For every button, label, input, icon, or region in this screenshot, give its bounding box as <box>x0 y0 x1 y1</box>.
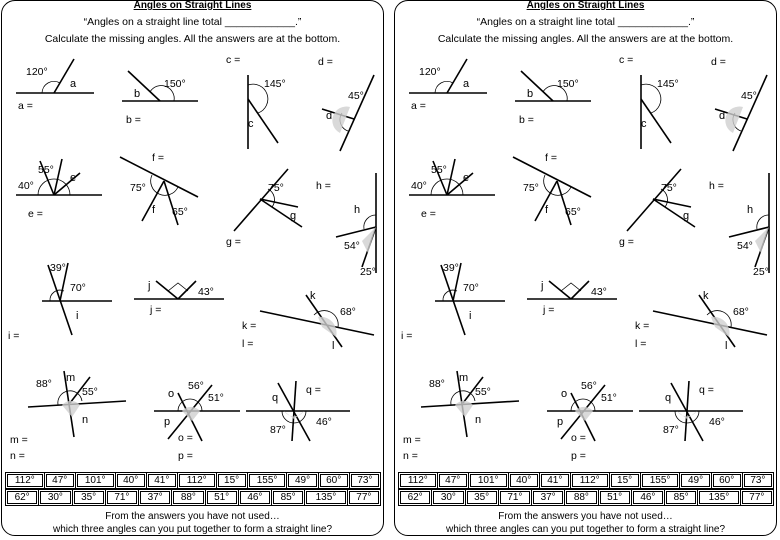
label-j: j <box>148 280 151 292</box>
given-angle-f1: 75° <box>130 182 146 194</box>
answer-cell <box>711 473 742 489</box>
answer-cell <box>247 473 287 489</box>
answer-i: i = <box>8 330 20 342</box>
answer-value: 135° <box>306 491 345 504</box>
answer-cell <box>399 490 432 506</box>
label-a: a <box>70 78 77 90</box>
answer-value: 47° <box>439 474 467 487</box>
answer-cell <box>272 490 305 506</box>
answer-o: o = <box>571 432 586 444</box>
answer-cell <box>39 490 72 506</box>
angle-diagrams <box>395 1 777 471</box>
answer-d: d = <box>318 56 333 68</box>
answer-cell <box>437 473 468 489</box>
answer-cell <box>44 473 75 489</box>
answer-value: 77° <box>742 491 772 504</box>
label-q: q <box>272 392 279 404</box>
label-o: o <box>561 388 568 400</box>
worksheet-title: Angles on Straight Lines <box>133 0 252 11</box>
given-angle-i2: 70° <box>463 282 479 294</box>
answer-j: j = <box>543 304 555 316</box>
given-angle-a: 120° <box>419 66 441 78</box>
label-d: d <box>326 110 333 122</box>
label-l: l <box>725 340 728 352</box>
given-angle-i1: 39° <box>50 262 66 274</box>
given-angle-i1: 39° <box>443 262 459 274</box>
label-f: f <box>545 204 549 216</box>
answer-cell <box>72 490 105 506</box>
given-angle-c: 145° <box>264 78 286 90</box>
answer-value: 51° <box>207 491 237 504</box>
given-angle-q2: 46° <box>316 416 332 428</box>
answer-l: l = <box>635 338 647 350</box>
given-angle-f2: 65° <box>565 206 581 218</box>
answer-cell <box>349 473 380 489</box>
answer-k: k = <box>242 320 257 332</box>
answer-value: 71° <box>107 491 137 504</box>
given-angle-h1: 54° <box>344 240 360 252</box>
label-c: c <box>641 118 647 130</box>
answer-value: 51° <box>600 491 630 504</box>
answer-value: 41° <box>148 474 176 487</box>
footer-line2: which three angles can you put together to form a straight line? <box>445 524 726 535</box>
label-j: j <box>541 280 544 292</box>
worksheet-right <box>394 0 777 536</box>
worksheet-title: Angles on Straight Lines <box>526 0 645 11</box>
answer-value: 60° <box>713 474 741 487</box>
given-angle-j: 43° <box>591 286 607 298</box>
given-angle-g: 75° <box>268 182 284 194</box>
answer-cell <box>665 490 698 506</box>
answer-e: e = <box>28 208 43 220</box>
given-angle-h2: 25° <box>753 266 769 278</box>
label-h: h <box>747 204 754 216</box>
given-angle-a: 120° <box>26 66 48 78</box>
answer-n: n = <box>10 450 25 462</box>
answer-cell <box>740 490 773 506</box>
given-angle-q2: 46° <box>709 416 725 428</box>
answer-value: 73° <box>744 474 772 487</box>
answer-cell <box>742 473 773 489</box>
answer-cell <box>508 473 539 489</box>
given-angle-m2: 55° <box>82 386 98 398</box>
given-angle-m1: 88° <box>36 378 52 390</box>
answer-cell <box>565 490 598 506</box>
label-e: e <box>463 172 470 184</box>
answer-value: 112° <box>7 474 43 487</box>
answer-q: q = <box>306 384 321 396</box>
angle-diagrams <box>2 1 384 471</box>
answer-cell <box>598 490 631 506</box>
label-f: f <box>152 204 156 216</box>
label-p: p <box>557 416 564 428</box>
answer-b: b = <box>126 114 141 126</box>
given-angle-j: 43° <box>198 286 214 298</box>
answer-a: a = <box>18 100 33 112</box>
given-angle-q1: 87° <box>663 424 679 436</box>
answer-value: 85° <box>273 491 303 504</box>
answer-cell <box>177 473 216 489</box>
answer-b: b = <box>519 114 534 126</box>
answer-cell <box>205 490 238 506</box>
answer-cell <box>75 473 115 489</box>
answer-m: m = <box>403 434 421 446</box>
answer-cell <box>680 473 711 489</box>
answer-bank-row1 <box>398 472 774 489</box>
answer-q: q = <box>699 384 714 396</box>
label-a: a <box>463 78 470 90</box>
given-angle-d: 45° <box>348 90 364 102</box>
answer-cell <box>216 473 247 489</box>
label-d: d <box>719 110 726 122</box>
given-angle-b: 150° <box>557 78 579 90</box>
answer-cell <box>172 490 205 506</box>
given-angle-k: 68° <box>340 306 356 318</box>
answer-cell <box>146 473 177 489</box>
task-line: Calculate the missing angles. All the answers are at the bottom. <box>44 33 341 45</box>
label-n: n <box>475 414 482 426</box>
given-angle-b: 150° <box>164 78 186 90</box>
answer-cell <box>465 490 498 506</box>
answer-cell <box>640 473 680 489</box>
answer-value: 30° <box>40 491 70 504</box>
answer-p: p = <box>571 450 586 462</box>
answer-value: 37° <box>533 491 563 504</box>
answer-value: 112° <box>179 474 215 487</box>
given-angle-e2: 40° <box>18 180 34 192</box>
answer-bank-row1 <box>5 472 381 489</box>
given-angle-k: 68° <box>733 306 749 318</box>
given-angle-m1: 88° <box>429 378 445 390</box>
label-b: b <box>134 88 141 100</box>
answer-cell <box>347 490 380 506</box>
answer-cell <box>570 473 609 489</box>
footer-line1: From the answers you have not used… <box>498 511 673 522</box>
label-e: e <box>70 172 77 184</box>
answer-cell <box>532 490 565 506</box>
answer-value: 73° <box>351 474 379 487</box>
given-angle-m2: 55° <box>475 386 491 398</box>
answer-f: f = <box>545 152 557 164</box>
answer-value: 49° <box>288 474 316 487</box>
answer-f: f = <box>152 152 164 164</box>
label-k: k <box>703 290 709 302</box>
answer-e: e = <box>421 208 436 220</box>
label-h: h <box>354 204 361 216</box>
answer-c: c = <box>619 54 634 66</box>
given-angle-o2: 51° <box>601 392 617 404</box>
given-angle-h1: 54° <box>737 240 753 252</box>
answer-value: 155° <box>249 474 286 487</box>
label-g: g <box>683 210 690 222</box>
given-angle-e1: 55° <box>38 164 54 176</box>
given-angle-o2: 51° <box>208 392 224 404</box>
answer-cell <box>698 490 740 506</box>
given-angle-o1: 56° <box>581 380 597 392</box>
answer-value: 46° <box>633 491 663 504</box>
answer-value: 112° <box>400 474 436 487</box>
answer-cell <box>305 490 347 506</box>
answer-cell <box>498 490 531 506</box>
given-angle-q1: 87° <box>270 424 286 436</box>
label-p: p <box>164 416 171 428</box>
label-n: n <box>82 414 89 426</box>
answer-value: 37° <box>140 491 170 504</box>
label-g: g <box>290 210 297 222</box>
answer-m: m = <box>10 434 28 446</box>
task-line: Calculate the missing angles. All the answers are at the bottom. <box>437 33 734 45</box>
label-i: i <box>76 310 79 322</box>
answer-cell <box>115 473 146 489</box>
answer-k: k = <box>635 320 650 332</box>
answer-cell <box>238 490 271 506</box>
instruction-line: “Angles on a straight line total ____________.” <box>476 16 695 28</box>
answer-value: 40° <box>510 474 538 487</box>
answer-value: 46° <box>240 491 270 504</box>
answer-cell <box>631 490 664 506</box>
label-m: m <box>459 372 469 384</box>
answer-value: 62° <box>400 491 430 504</box>
label-q: q <box>665 392 672 404</box>
answer-cell <box>432 490 465 506</box>
answer-value: 88° <box>566 491 596 504</box>
answer-value: 71° <box>500 491 530 504</box>
label-b: b <box>527 88 534 100</box>
answer-o: o = <box>178 432 193 444</box>
answer-value: 40° <box>117 474 145 487</box>
answer-h: h = <box>709 180 724 192</box>
given-angle-f1: 75° <box>523 182 539 194</box>
worksheet-left <box>1 0 384 536</box>
answer-value: 155° <box>642 474 679 487</box>
label-o: o <box>168 388 175 400</box>
label-m: m <box>66 372 76 384</box>
answer-h: h = <box>316 180 331 192</box>
answer-j: j = <box>150 304 162 316</box>
given-angle-d: 45° <box>741 90 757 102</box>
answer-bank-row2 <box>398 489 774 506</box>
answer-bank-row2 <box>5 489 381 506</box>
answer-a: a = <box>411 100 426 112</box>
answer-value: 15° <box>218 474 246 487</box>
footer-line1: From the answers you have not used… <box>105 511 280 522</box>
answer-value: 15° <box>611 474 639 487</box>
answer-value: 88° <box>173 491 203 504</box>
label-l: l <box>332 340 335 352</box>
answer-value: 135° <box>699 491 738 504</box>
answer-value: 85° <box>666 491 696 504</box>
answer-cell <box>287 473 318 489</box>
given-angle-e2: 40° <box>411 180 427 192</box>
answer-value: 60° <box>320 474 348 487</box>
answer-value: 112° <box>572 474 608 487</box>
answer-n: n = <box>403 450 418 462</box>
given-angle-e1: 55° <box>431 164 447 176</box>
answer-value: 41° <box>541 474 569 487</box>
answer-value: 35° <box>467 491 497 504</box>
answer-cell <box>609 473 640 489</box>
answer-l: l = <box>242 338 254 350</box>
given-angle-f2: 65° <box>172 206 188 218</box>
given-angle-o1: 56° <box>188 380 204 392</box>
answer-cell <box>6 473 45 489</box>
answer-cell <box>399 473 438 489</box>
answer-value: 62° <box>7 491 37 504</box>
answer-value: 101° <box>470 474 507 487</box>
answer-i: i = <box>401 330 413 342</box>
answer-p: p = <box>178 450 193 462</box>
given-angle-g: 75° <box>661 182 677 194</box>
answer-cell <box>539 473 570 489</box>
given-angle-i2: 70° <box>70 282 86 294</box>
label-k: k <box>310 290 316 302</box>
label-i: i <box>469 310 472 322</box>
footer-line2: which three angles can you put together to form a straight line? <box>52 524 333 535</box>
given-angle-h2: 25° <box>360 266 376 278</box>
answer-value: 30° <box>433 491 463 504</box>
answer-value: 49° <box>681 474 709 487</box>
answer-cell <box>6 490 39 506</box>
answer-cell <box>318 473 349 489</box>
answer-value: 47° <box>46 474 74 487</box>
answer-c: c = <box>226 54 241 66</box>
answer-cell <box>139 490 172 506</box>
answer-value: 101° <box>77 474 114 487</box>
given-angle-c: 145° <box>657 78 679 90</box>
answer-cell <box>468 473 508 489</box>
answer-g: g = <box>226 236 241 248</box>
answer-value: 77° <box>349 491 379 504</box>
answer-value: 35° <box>74 491 104 504</box>
answer-d: d = <box>711 56 726 68</box>
label-c: c <box>248 118 254 130</box>
answer-cell <box>105 490 138 506</box>
instruction-line: “Angles on a straight line total ____________.” <box>83 16 302 28</box>
answer-g: g = <box>619 236 634 248</box>
